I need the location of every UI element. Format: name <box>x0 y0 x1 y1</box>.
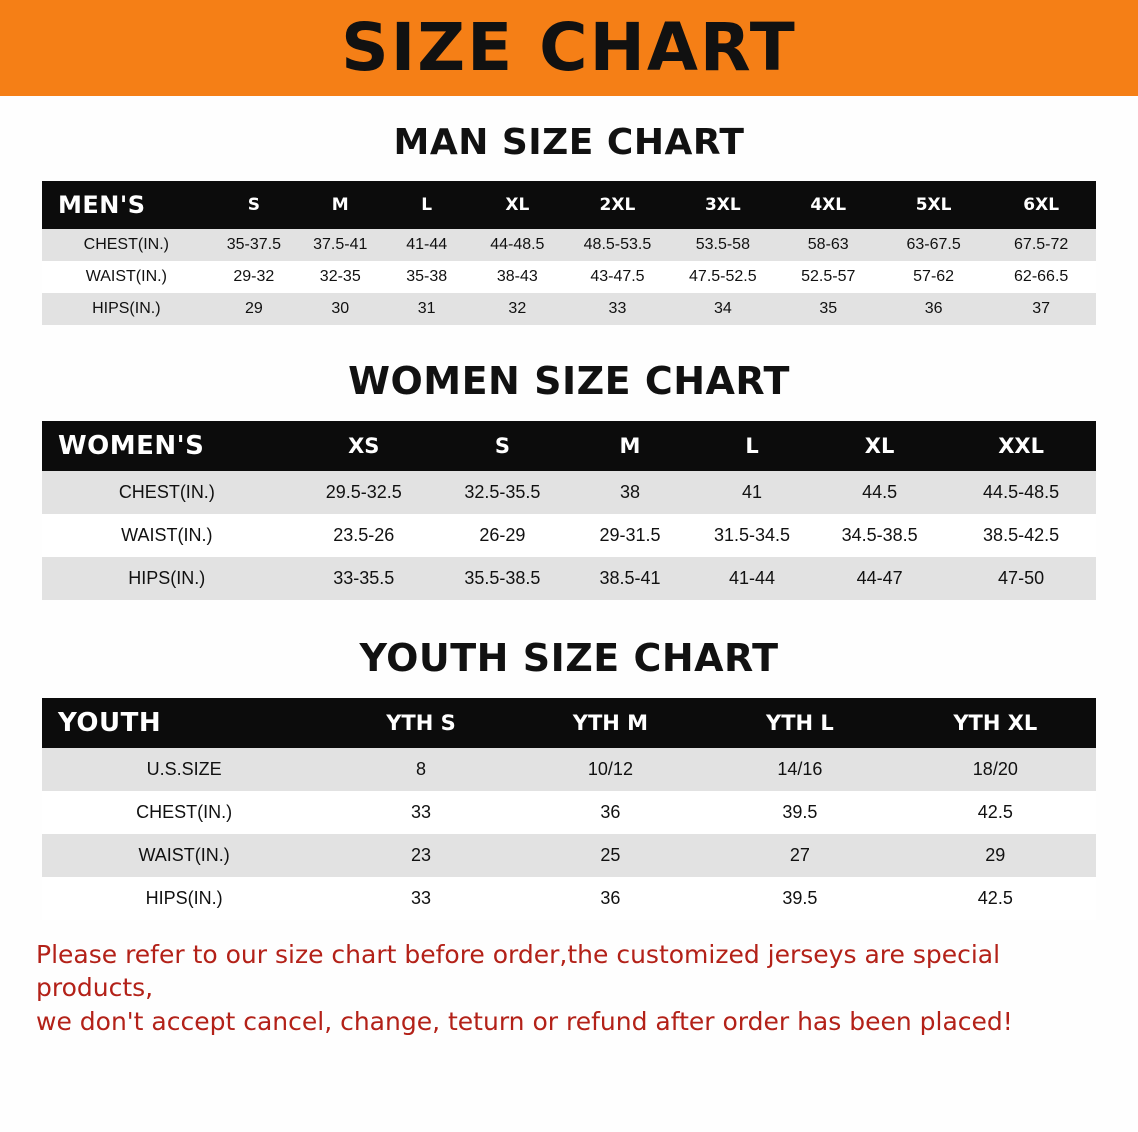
row-label: WAIST(IN.) <box>42 514 292 557</box>
col-header: MEN'S <box>42 181 211 229</box>
row-label: HIPS(IN.) <box>42 877 326 920</box>
table-row <box>42 471 1096 514</box>
row-label: WAIST(IN.) <box>42 834 326 877</box>
cell: 36 <box>516 877 705 920</box>
table-row <box>42 293 1096 325</box>
row-label: CHEST(IN.) <box>42 229 211 261</box>
cell: 44.5 <box>813 471 946 514</box>
cell: 34 <box>670 293 775 325</box>
row-label: WAIST(IN.) <box>42 261 211 293</box>
man-section-heading: MAN SIZE CHART <box>393 122 745 163</box>
cell: 38-43 <box>470 261 565 293</box>
banner <box>0 0 1138 96</box>
cell: 58-63 <box>776 229 881 261</box>
cell: 29-32 <box>211 261 297 293</box>
col-header: YOUTH <box>42 698 326 748</box>
cell: 67.5-72 <box>986 229 1096 261</box>
col-header: L <box>383 181 469 229</box>
cell: 38.5-41 <box>569 557 691 600</box>
cell: 33-35.5 <box>292 557 436 600</box>
cell: 33 <box>565 293 670 325</box>
row-label: U.S.SIZE <box>42 748 326 791</box>
table-header-row <box>42 181 1096 229</box>
cell: 57-62 <box>881 261 986 293</box>
cell: 43-47.5 <box>565 261 670 293</box>
col-header: YTH M <box>516 698 705 748</box>
row-label: CHEST(IN.) <box>42 471 292 514</box>
col-header: XL <box>470 181 565 229</box>
cell: 62-66.5 <box>986 261 1096 293</box>
table-row <box>42 261 1096 293</box>
cell: 26-29 <box>436 514 569 557</box>
table-row <box>42 229 1096 261</box>
cell: 35-37.5 <box>211 229 297 261</box>
col-header: YTH L <box>705 698 894 748</box>
table-row <box>42 877 1096 920</box>
cell: 23.5-26 <box>292 514 436 557</box>
table-row <box>42 791 1096 834</box>
cell: 25 <box>516 834 705 877</box>
cell: 39.5 <box>705 791 894 834</box>
women-table-wrap <box>42 421 1096 600</box>
col-header: XL <box>813 421 946 471</box>
table-row <box>42 748 1096 791</box>
cell: 38 <box>569 471 691 514</box>
cell: 29.5-32.5 <box>292 471 436 514</box>
cell: 35 <box>776 293 881 325</box>
cell: 29 <box>895 834 1096 877</box>
table-row <box>42 514 1096 557</box>
table-row <box>42 834 1096 877</box>
cell: 48.5-53.5 <box>565 229 670 261</box>
cell: 44-48.5 <box>470 229 565 261</box>
cell: 31.5-34.5 <box>691 514 813 557</box>
cell: 37.5-41 <box>297 229 383 261</box>
cell: 10/12 <box>516 748 705 791</box>
col-header: S <box>211 181 297 229</box>
col-header: 5XL <box>881 181 986 229</box>
col-header: 2XL <box>565 181 670 229</box>
col-header: S <box>436 421 569 471</box>
cell: 44-47 <box>813 557 946 600</box>
cell: 33 <box>326 791 515 834</box>
col-header: YTH XL <box>895 698 1096 748</box>
row-label: CHEST(IN.) <box>42 791 326 834</box>
table-row <box>42 557 1096 600</box>
cell: 41-44 <box>691 557 813 600</box>
cell: 41-44 <box>383 229 469 261</box>
cell: 42.5 <box>895 877 1096 920</box>
women-section-heading: WOMEN SIZE CHART <box>348 359 790 403</box>
cell: 44.5-48.5 <box>946 471 1096 514</box>
col-header: L <box>691 421 813 471</box>
cell: 33 <box>326 877 515 920</box>
youth-section-heading: YOUTH SIZE CHART <box>359 636 779 680</box>
disclaimer-line-2: we don't accept cancel, change, teturn or refund after order has been placed! <box>36 1006 1013 1036</box>
cell: 34.5-38.5 <box>813 514 946 557</box>
cell: 42.5 <box>895 791 1096 834</box>
cell: 35.5-38.5 <box>436 557 569 600</box>
cell: 53.5-58 <box>670 229 775 261</box>
cell: 27 <box>705 834 894 877</box>
cell: 29-31.5 <box>569 514 691 557</box>
col-header: 6XL <box>986 181 1096 229</box>
cell: 32-35 <box>297 261 383 293</box>
cell: 29 <box>211 293 297 325</box>
row-label: HIPS(IN.) <box>42 293 211 325</box>
cell: 18/20 <box>895 748 1096 791</box>
col-header: XS <box>292 421 436 471</box>
man-size-table <box>42 181 1096 325</box>
cell: 31 <box>383 293 469 325</box>
man-table-wrap <box>42 181 1096 325</box>
cell: 35-38 <box>383 261 469 293</box>
col-header: WOMEN'S <box>42 421 292 471</box>
col-header: 3XL <box>670 181 775 229</box>
table-header-row <box>42 698 1096 748</box>
cell: 14/16 <box>705 748 894 791</box>
col-header: M <box>569 421 691 471</box>
cell: 32 <box>470 293 565 325</box>
col-header: YTH S <box>326 698 515 748</box>
cell: 47-50 <box>946 557 1096 600</box>
cell: 41 <box>691 471 813 514</box>
youth-size-table <box>42 698 1096 920</box>
cell: 63-67.5 <box>881 229 986 261</box>
row-label: HIPS(IN.) <box>42 557 292 600</box>
cell: 8 <box>326 748 515 791</box>
table-header-row <box>42 421 1096 471</box>
cell: 36 <box>881 293 986 325</box>
cell: 30 <box>297 293 383 325</box>
cell: 52.5-57 <box>776 261 881 293</box>
col-header: M <box>297 181 383 229</box>
cell: 23 <box>326 834 515 877</box>
cell: 47.5-52.5 <box>670 261 775 293</box>
disclaimer-line-1: Please refer to our size chart before order,the customized jerseys are special products, <box>36 940 1001 1003</box>
cell: 32.5-35.5 <box>436 471 569 514</box>
women-size-table <box>42 421 1096 600</box>
disclaimer-note <box>36 938 1102 1038</box>
youth-table-wrap <box>42 698 1096 920</box>
cell: 37 <box>986 293 1096 325</box>
col-header: 4XL <box>776 181 881 229</box>
cell: 38.5-42.5 <box>946 514 1096 557</box>
cell: 36 <box>516 791 705 834</box>
col-header: XXL <box>946 421 1096 471</box>
cell: 39.5 <box>705 877 894 920</box>
page-title: SIZE CHART <box>341 9 797 86</box>
